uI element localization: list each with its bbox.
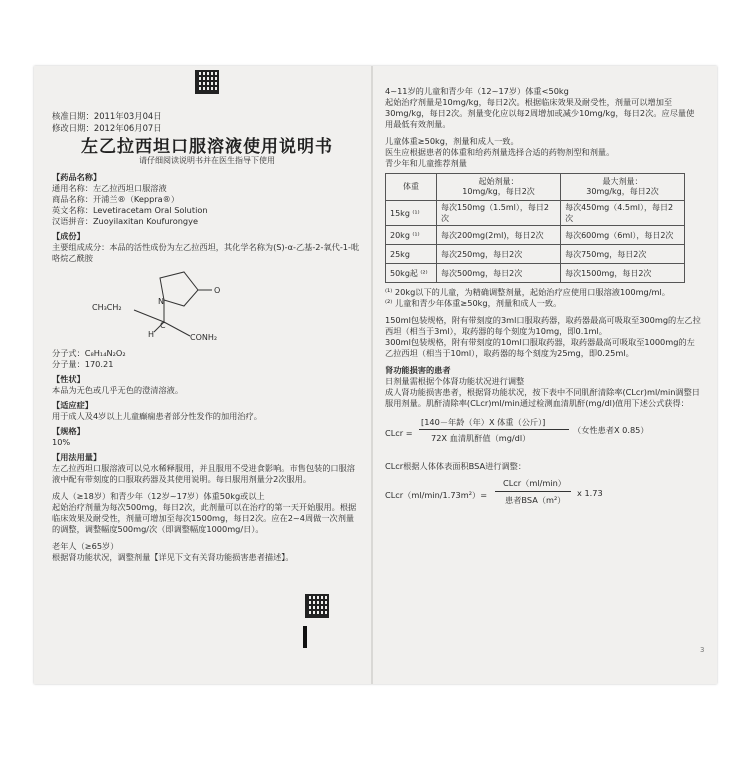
- table-header: 起始剂量： 10mg/kg，每日2次: [437, 174, 561, 201]
- character-text: 本品为无色或几乎无色的澄清溶液。: [52, 385, 184, 395]
- revision-date: 修改日期：2012年06月07日: [52, 123, 162, 133]
- bsa-text: CLcr根据人体体表面积BSA进行调整：: [385, 461, 527, 471]
- trade-name: 商品名称：开浦兰®（Keppra®）: [52, 194, 180, 204]
- child-over50: 儿童体重≥50kg，剂量和成人一致。: [385, 136, 519, 146]
- qr-code-icon: [307, 596, 327, 616]
- elderly-heading: 老年人（≥65岁）: [52, 541, 119, 551]
- table-note-1: ⁽¹⁾ 20kg以下的儿童，为精确调整剂量，起始治疗应使用口服溶液100mg/ml。: [385, 287, 670, 297]
- formula1-left: CLcr =: [385, 428, 413, 438]
- renal-subheading: 日剂量需根据个体肾功能状况进行调整: [385, 376, 525, 386]
- table-cell: 每次250mg，每日2次: [437, 245, 561, 264]
- table-cell: 每次150mg（1.5ml），每日2次: [437, 201, 561, 226]
- formula1-numerator: [140－年龄（年）X 体重（公斤）]: [421, 417, 546, 427]
- generic-name: 通用名称：左乙拉西坦口服溶液: [52, 183, 167, 193]
- table-header-row: [386, 174, 685, 201]
- pack-300ml: 300ml包装规格，附有带刻度的10ml口服取药器，取药器最高可吸取至1000mg的左乙拉西坦（相当于10ml），取药器的每个刻度为25mg，即0.25ml。: [385, 337, 695, 358]
- table-cell: 50kg起 ⁽²⁾: [386, 264, 437, 283]
- document-title: 左乙拉西坦口服溶液使用说明书: [81, 137, 333, 157]
- child-heading: 4~11岁的儿童和青少年（12~17岁）体重<50kg: [385, 86, 569, 96]
- table-cell: 每次1500mg，每日2次: [561, 264, 685, 283]
- mol-n-label: N: [158, 297, 164, 306]
- table-row: [386, 201, 685, 226]
- table-header: 体重: [386, 174, 437, 201]
- left-column: [52, 110, 362, 563]
- table-cell: 20kg ⁽¹⁾: [386, 226, 437, 245]
- character-heading: 【性状】: [52, 374, 85, 384]
- structural-formula: [52, 266, 362, 346]
- elderly-text: 根据肾功能状况，调整剂量【详见下文有关肾功能损害患者描述】。: [52, 552, 294, 562]
- formula2-left: CLcr（ml/min/1.73m²）=: [385, 490, 488, 500]
- table-row: [386, 264, 685, 283]
- formula1-denominator: 72X 血清肌酐值（mg/dl）: [431, 433, 531, 443]
- pack-150ml: 150ml包装规格，附有带刻度的3ml口服取药器，取药器最高可吸取至300mg的左乙拉西坦（相当于3ml），取药器的每个刻度为10mg，即0.1ml。: [385, 315, 701, 336]
- composition-text: 主要组成成分：本品的活性成份为左乙拉西坦，其化学名称为(S)-α-乙基-2-氧代-1-吡咯烷乙酰胺: [52, 242, 360, 263]
- spec-heading: 【规格】: [52, 426, 85, 436]
- molecular-formula: 分子式：C₈H₁₄N₂O₂: [52, 348, 126, 358]
- table-header: 最大剂量： 30mg/kg，每日2次: [561, 174, 685, 201]
- mol-c-label: C: [160, 321, 166, 330]
- fraction-bar: [495, 491, 571, 492]
- table-cell: 每次600mg（6ml），每日2次: [561, 226, 685, 245]
- page-number: 3: [700, 646, 705, 654]
- child-doctor: 医生应根据患者的体重和给药剂量选择合适的药物剂型和剂量。: [385, 147, 615, 157]
- formula1-note: （女性患者X 0.85）: [573, 425, 649, 435]
- table-cell: 15kg ⁽¹⁾: [386, 201, 437, 226]
- fraction-bar: [419, 429, 569, 430]
- table-cell: 25kg: [386, 245, 437, 264]
- adult-heading: 成人（≥18岁）和青少年（12岁~17岁）体重50kg或以上: [52, 491, 265, 501]
- renal-text: 成人肾功能损害患者，根据肾功能状况，按下表中不同肌酐清除率(CLcr)ml/min调整日服用剂量。肌酐清除率(CLcr)ml/min通过检测血清肌酐(mg/dl)值用下述公式获得：: [385, 387, 700, 408]
- pinyin-name: 汉语拼音：Zuoyilaxitan Koufurongye: [52, 216, 198, 226]
- adult-text: 起始治疗剂量为每次500mg，每日2次，此剂量可以在治疗的第一天开始服用。根据临床效果及耐受性，剂量可增加至每次1500mg，每日2次。应在2~4周做一次剂量的调整，调整幅度500mg/次（即调整幅度1000mg/日）。: [52, 502, 357, 534]
- spec-text: 10%: [52, 437, 71, 447]
- mol-ethyl-label: CH₃CH₂: [92, 303, 122, 312]
- qr-code-icon: [197, 72, 217, 92]
- table-row: [386, 245, 685, 264]
- mol-conh2-label: CONH₂: [190, 333, 218, 342]
- english-name: 英文名称：Levetiracetam Oral Solution: [52, 205, 208, 215]
- formula2-denominator: 患者BSA（m²）: [505, 495, 566, 505]
- child-text: 起始治疗剂量是10mg/kg，每日2次。根据临床效果及耐受性，剂量可以增加至30mg/kg，每日2次。剂量变化应以每2周增加或减少10mg/kg，每日2次。应尽量使用最低有效剂量。: [385, 97, 695, 129]
- indication-heading: 【适应症】: [52, 400, 93, 410]
- drug-name-heading: 【药品名称】: [52, 172, 102, 182]
- molecular-weight: 分子量：170.21: [52, 359, 114, 369]
- renal-heading: 肾功能损害的患者: [385, 365, 451, 375]
- approval-date: 核准日期：2011年03月04日: [52, 111, 162, 121]
- formula2-multiplier: x 1.73: [577, 488, 603, 498]
- indication-text: 用于成人及4岁以上儿童癫痫患者部分性发作的加用治疗。: [52, 411, 262, 421]
- mol-h-label: H: [148, 330, 155, 339]
- composition-heading: 【成份】: [52, 231, 85, 241]
- bsa-formula: [385, 476, 701, 520]
- table-cell: 每次750mg，每日2次: [561, 245, 685, 264]
- mol-o-label: O: [214, 286, 221, 295]
- table-cell: 每次500mg，每日2次: [437, 264, 561, 283]
- table-row: [386, 226, 685, 245]
- dose-table: [385, 173, 685, 283]
- right-column: [385, 86, 701, 524]
- table-note-2: ⁽²⁾ 儿童和青少年体重≥50kg，剂量和成人一致。: [385, 298, 562, 308]
- table-cell: 每次200mg(2ml)，每日2次: [437, 226, 561, 245]
- center-fold: [371, 66, 373, 684]
- document-subtitle: 请仔细阅读说明书并在医生指导下使用: [139, 156, 275, 165]
- usage-text: 左乙拉西坦口服溶液可以兑水稀释服用，并且服用不受进食影响。市售包装的口服溶液中配有带刻度的口服取药器及其使用说明。每日服用剂量分2次服用。: [52, 463, 355, 484]
- usage-heading: 【用法用量】: [52, 452, 102, 462]
- formula2-numerator: CLcr（ml/min）: [503, 478, 566, 488]
- table-cell: 每次450mg（4.5ml），每日2次: [561, 201, 685, 226]
- clcr-formula: [385, 413, 701, 457]
- child-table-title: 青少年和儿童推荐剂量: [385, 158, 467, 168]
- print-mark: [303, 626, 307, 648]
